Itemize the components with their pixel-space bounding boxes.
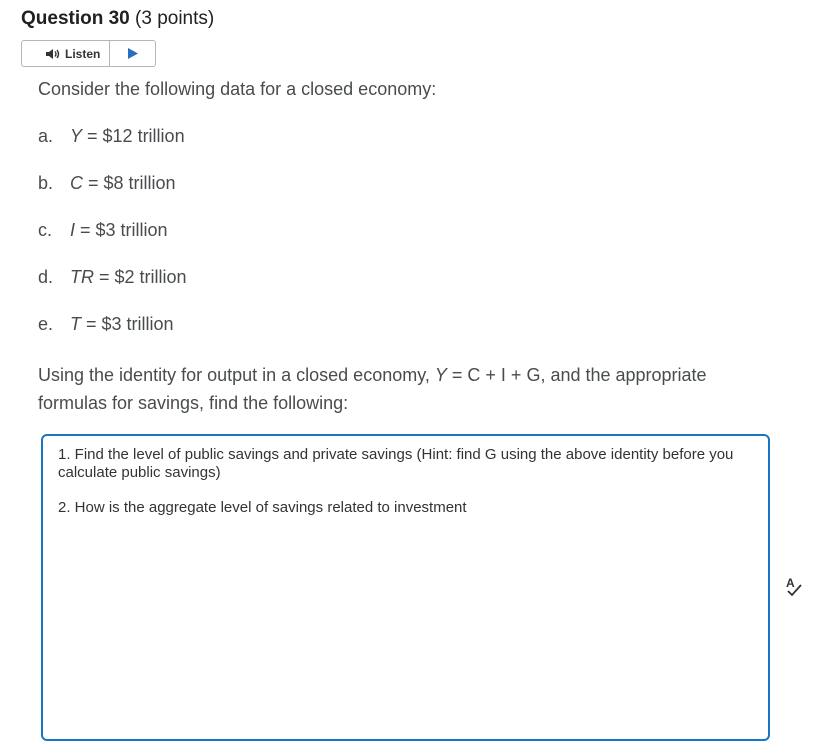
item-letter: b. [38, 173, 54, 193]
item-value: = $3 trillion [81, 314, 174, 334]
item-value: = $2 trillion [94, 267, 187, 287]
item-letter: e. [38, 314, 54, 334]
data-list [38, 126, 187, 361]
instructions-post: = C + I + G, and the appropriate formulas for savings, find the following: [38, 365, 707, 413]
speaker-icon [45, 48, 61, 60]
item-value: = $8 trillion [83, 173, 176, 193]
item-variable: I [70, 220, 76, 240]
item-letter: d. [38, 267, 54, 287]
list-item [38, 126, 187, 173]
list-item [38, 314, 187, 361]
item-letter: c. [38, 220, 53, 240]
item-letter: a. [38, 126, 54, 146]
answer-line-1: 1. Find the level of public savings and private savings (Hint: find G using the above identity before you calculate public savings) [58, 446, 734, 481]
list-item [38, 220, 187, 267]
instructions-variable: Y [434, 365, 447, 385]
item-value: = $12 trillion [82, 126, 185, 146]
instructions-pre: Using the identity for output in a closed economy, [38, 365, 435, 385]
list-item [38, 173, 187, 220]
prompt-intro: Consider the following data for a closed economy: [38, 79, 437, 99]
question-points: (3 points) [135, 8, 215, 29]
item-variable: Y [70, 126, 83, 146]
listen-button[interactable] [22, 41, 110, 66]
list-item [38, 267, 187, 314]
play-icon [128, 48, 138, 59]
play-button[interactable] [110, 41, 155, 66]
instructions [38, 361, 778, 417]
question-number: Question 30 [21, 8, 130, 29]
spellcheck-icon[interactable] [784, 576, 804, 598]
listen-toolbar [21, 40, 156, 67]
listen-label: Listen [65, 46, 101, 61]
svg-text:A: A [786, 576, 795, 590]
item-variable: C [70, 173, 83, 193]
item-variable: T [70, 314, 81, 334]
answer-textarea[interactable] [41, 434, 770, 741]
item-value: = $3 trillion [75, 220, 168, 240]
question-title [21, 8, 214, 30]
answer-line-2: 2. How is the aggregate level of savings related to investment [58, 499, 467, 516]
item-variable: TR [70, 267, 94, 287]
